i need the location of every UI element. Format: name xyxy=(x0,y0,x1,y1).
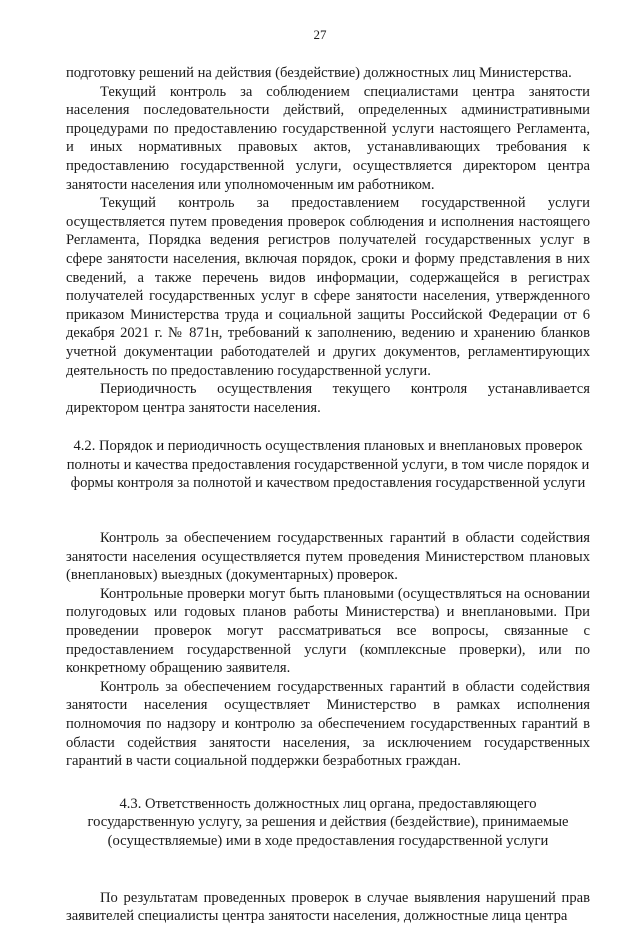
paragraph-current-control-inspections: Текущий контроль за предоставлением государственной услуги осуществляется путем проведения проверок соблюдения и исполнения настоящего Регламента, Порядка ведения регистров получателей государственных услуг в сфере занятости населения, включая порядок, сроки и форму представления в них сведений, а также перечень видов информации, содержащейся в регистрах получателей государственных услуг в сфере занятости населения, утвержденного приказом Министерства труда и социальной защиты Российской Федерации от 6 декабря 2021 г. № 871н, требований к заполнению, ведению и хранению бланков учетной документации работодателей и других документов, регламентирующих деятельность по предоставлению государственной услуги. xyxy=(66,195,590,379)
section-heading-4-3: 4.3. Ответственность должностных лиц органа, предоставляющего государственную услугу, за решения и действия (бездействие), принимаемые (осуществляемые) ими в ходе предоставления государственной услуги xyxy=(87,795,569,849)
page-number: 27 xyxy=(313,27,327,42)
spacer xyxy=(66,493,590,529)
paragraph-inspection-results: По результатам проведенных проверок в случае выявления нарушений прав заявителей специалисты центра занятости населения, должностные лица центра xyxy=(66,889,590,925)
paragraph-continuation: подготовку решений на действия (бездействие) должностных лиц Министерства. xyxy=(66,65,572,81)
section-heading-4-2: 4.2. Порядок и периодичность осуществления плановых и внеплановых проверок полноты и качества предоставления государственной услуги, в том числе порядок и формы контроля за полнотой и качеством предоставления государственной услуги xyxy=(66,438,590,492)
paragraph-ministry-supervision: Контроль за обеспечением государственных гарантий в области содействия занятости населения осуществляет Министерство в рамках исполнения полномочия по надзору и контролю за обеспечением государственных гарантий в области содействия занятости населения, за исключением государственных гарантий в части социальной поддержки безработных граждан. xyxy=(66,678,590,770)
document-body xyxy=(66,64,590,926)
spacer xyxy=(66,771,590,795)
spacer xyxy=(66,851,590,889)
paragraph-state-guarantees-control: Контроль за обеспечением государственных гарантий в области содействия занятости населения осуществляется путем проведения Министерством плановых (внеплановых) выездных (документарных) проверок. xyxy=(66,530,590,584)
spacer xyxy=(66,417,590,437)
paragraph-control-inspection-types: Контрольные проверки могут быть плановыми (осуществляться на основании полугодовых или годовых планов работы Министерства) и внеплановыми. При проведении проверок могут рассматриваться все вопросы, связанные с предоставлением государственной услуги (комплексные проверки), или по конкретному обращению заявителя. xyxy=(66,585,590,677)
paragraph-control-periodicity: Периодичность осуществления текущего контроля устанавливается директором центра занятости населения. xyxy=(66,381,590,416)
paragraph-current-control-compliance: Текущий контроль за соблюдением специалистами центра занятости населения последовательности действий, определенных административными процедурами по предоставлению государственной услуги настоящего Регламента, и иных нормативных правовых актов, устанавливающих требования к предоставлению государственной услуги, осуществляется директором центра занятости населения или уполномоченным им работником. xyxy=(66,83,590,193)
